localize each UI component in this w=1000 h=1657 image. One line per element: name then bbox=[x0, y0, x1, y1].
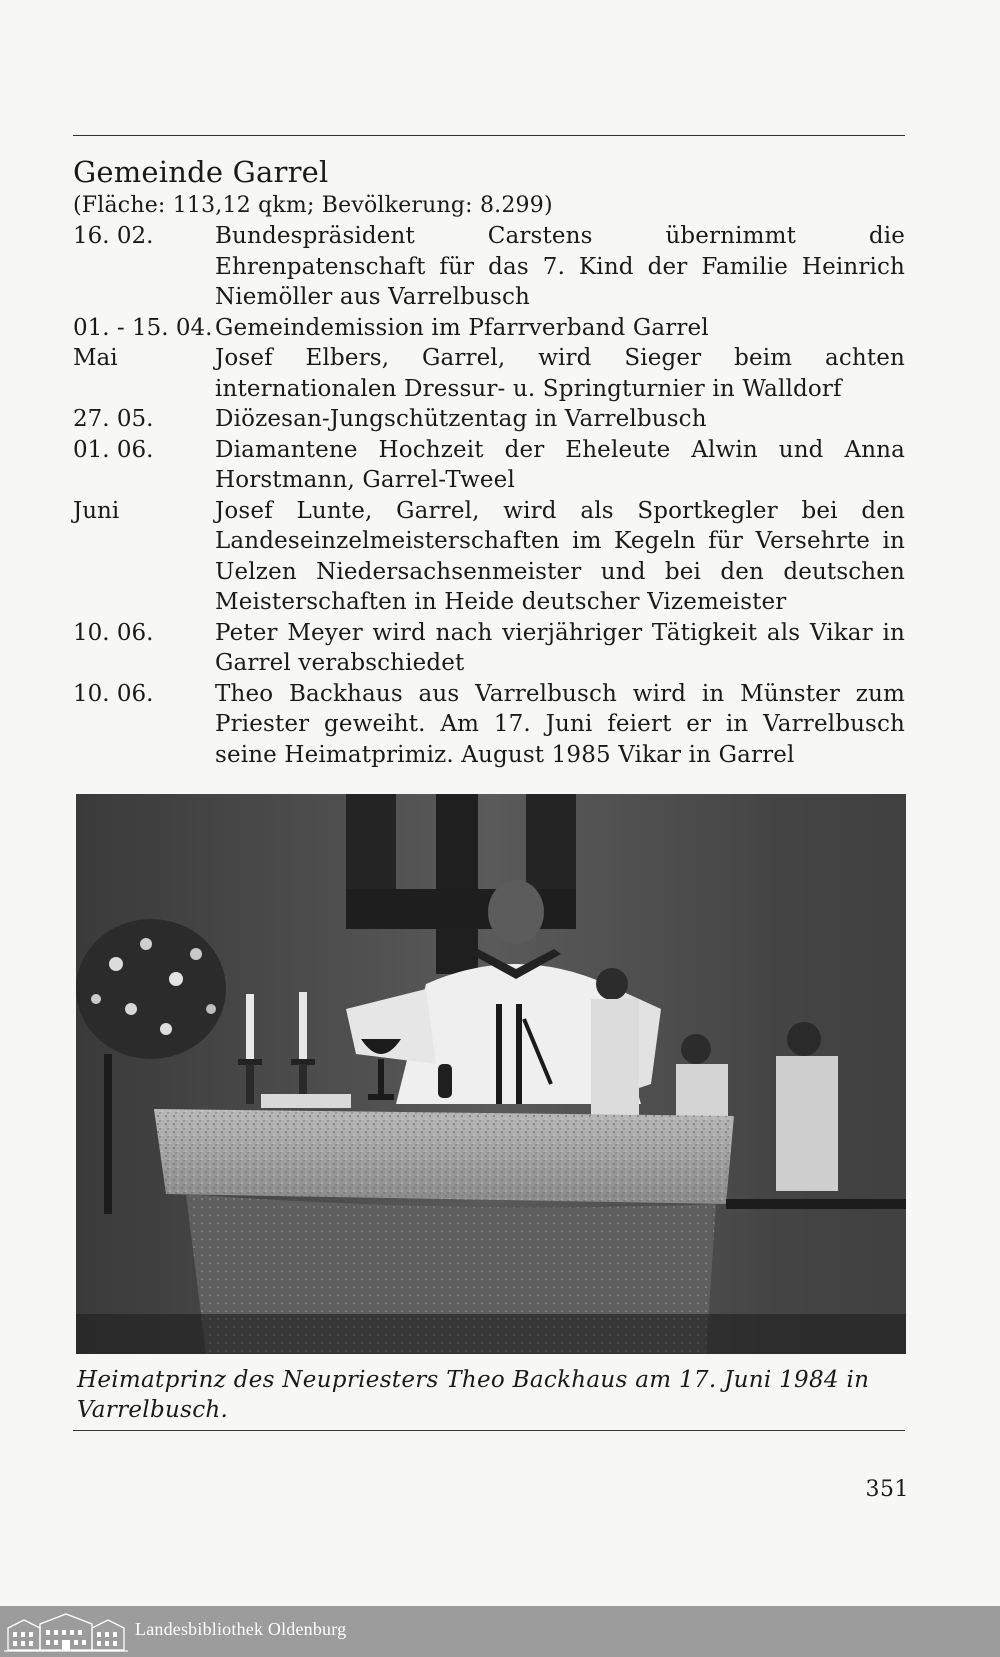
section-subtitle: (Fläche: 113,12 qkm; Bevölkerung: 8.299) bbox=[73, 193, 553, 218]
entry-text: Diözesan-Jungschützentag in Varrelbusch bbox=[215, 406, 707, 432]
chronicle-entry bbox=[73, 313, 905, 344]
chronicle-list bbox=[73, 221, 905, 770]
chronicle-entry bbox=[73, 221, 905, 313]
entry-date: 01. - 15. 04. bbox=[73, 314, 213, 341]
entry-date: Mai bbox=[73, 345, 118, 371]
top-rule bbox=[73, 135, 905, 136]
library-name: Landesbibliothek Oldenburg bbox=[135, 1619, 347, 1639]
entry-date: 27. 05. bbox=[73, 406, 154, 432]
entry-text: Theo Backhaus aus Varrelbusch wird in Münster zum Priester geweiht. Am 17. Juni feiert er in Varrelbusch seine Heimatprimiz. August 1985 Vikar in Garrel bbox=[215, 680, 905, 768]
entry-date: 16. 02. bbox=[73, 223, 154, 249]
photo-caption: Heimatprinz des Neupriesters Theo Backhaus am 17. Juni 1984 in Varrelbusch. bbox=[77, 1367, 870, 1423]
chronicle-entry bbox=[73, 343, 905, 404]
section-title: Gemeinde Garrel bbox=[73, 155, 329, 189]
footer-bar bbox=[0, 1606, 1000, 1657]
chronicle-entry bbox=[73, 496, 905, 618]
entry-text: Gemeindemission im Pfarrverband Garrel bbox=[215, 314, 709, 341]
photo-altar-primiz bbox=[76, 794, 906, 1354]
library-building-icon bbox=[4, 1610, 128, 1654]
chronicle-entry bbox=[73, 679, 905, 771]
entry-text: Josef Elbers, Garrel, wird Sieger beim achten internationalen Dressur- u. Springturnier in Walldorf bbox=[215, 345, 905, 402]
chronicle-entry bbox=[73, 618, 905, 679]
entry-date: Juni bbox=[73, 497, 120, 524]
photo-illustration bbox=[76, 794, 906, 1354]
entry-date: 10. 06. bbox=[73, 680, 154, 707]
bottom-rule bbox=[73, 1430, 905, 1431]
chronicle-entry bbox=[73, 435, 905, 496]
entry-text: Josef Lunte, Garrel, wird als Sportkegler bei den Landeseinzelmeisterschaften im Kegeln für Versehrte in Uelzen Niedersachsenmeister und bei den deutschen Meisterschaften in Heide deutscher Vizemeister bbox=[215, 497, 905, 615]
entry-text: Bundespräsident Carstens übernimmt die Ehrenpatenschaft für das 7. Kind der Familie Heinrich Niemöller aus Varrelbusch bbox=[215, 223, 905, 310]
entry-date: 01. 06. bbox=[73, 436, 154, 463]
page-number: 351 bbox=[865, 1477, 909, 1502]
entry-text: Diamantene Hochzeit der Eheleute Alwin und Anna Horstmann, Garrel-Tweel bbox=[215, 436, 905, 493]
entry-text: Peter Meyer wird nach vierjähriger Tätigkeit als Vikar in Garrel verabschiedet bbox=[215, 619, 905, 676]
chronicle-entry bbox=[73, 404, 905, 435]
entry-date: 10. 06. bbox=[73, 619, 154, 646]
